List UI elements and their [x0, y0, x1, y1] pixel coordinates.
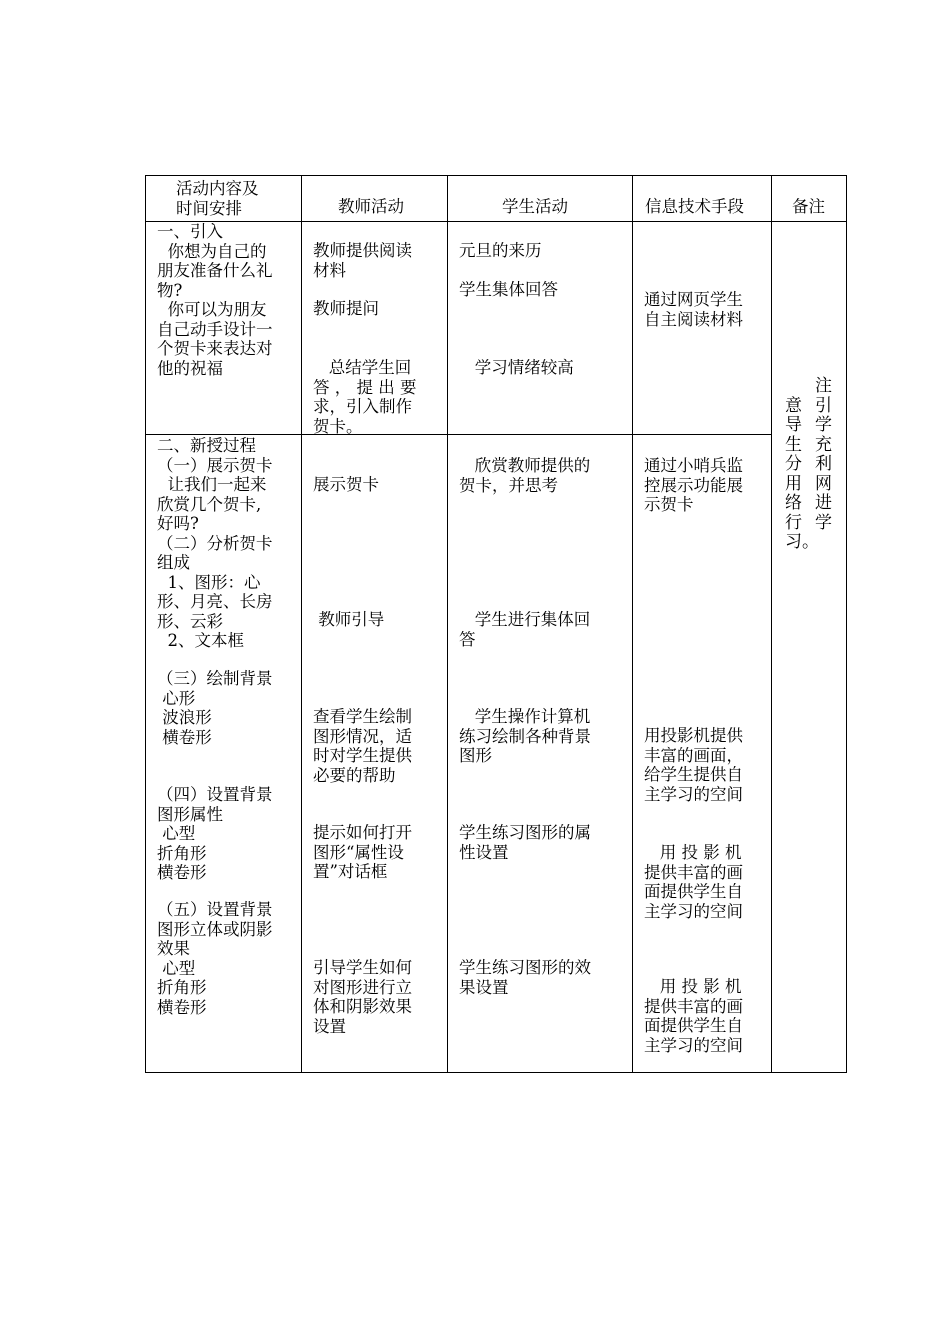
remark-char: 络	[785, 493, 802, 513]
s2-student-e: 学生练习图形的效 果设置	[459, 958, 591, 997]
s2-teacher-d: 提示如何打开 图形“属性设 置”对话框	[313, 823, 412, 881]
remark-char: 充	[815, 434, 832, 455]
s2-teacher-b: 教师引导	[313, 610, 385, 629]
s1-student-c: 学习情绪较高	[459, 358, 574, 377]
s2-teacher-a: 展示贺卡	[313, 475, 379, 494]
s1-teacher-c: 总结学生回 答 ， 提 出 要 求，引入制作 贺卡。	[313, 358, 417, 436]
border-left	[145, 175, 146, 1073]
border-col2	[301, 175, 302, 1073]
border-right	[846, 175, 847, 1073]
s1-teacher-b: 教师提问	[313, 299, 379, 318]
border-col4	[632, 175, 633, 1073]
remark-char: 学	[815, 415, 832, 435]
s2-activity-a: 二、新授过程 （一）展示贺卡 让我们一起来 欣赏几个贺卡, 好吗? （二）分析贺卡 组成 1、图形：心 形、月亮、长房 形、云彩 2、文本框	[157, 436, 273, 650]
s1-activity: 一、引入 你想为自己的 朋友准备什么礼 物? 你可以为朋友 自己动手设计一 个贺卡来表达对 他的祝福	[157, 222, 273, 378]
s2-tech-c: 用 投 影 机 提供丰富的画 面提供学生自 主学习的空间	[644, 843, 743, 921]
s2-student-d: 学生练习图形的属 性设置	[459, 823, 591, 862]
header-student: 学生活动	[502, 197, 568, 216]
s2-teacher-c: 查看学生绘制 图形情况，适 时对学生提供 必要的帮助	[313, 707, 412, 785]
s1-student-a: 元旦的来历	[459, 241, 542, 260]
s1-student-b: 学生集体回答	[459, 280, 558, 299]
s2-student-a: 欣赏教师提供的 贺卡，并思考	[459, 456, 591, 495]
remark-char: 习。	[785, 532, 819, 552]
s2-activity-b: （三）绘制背景 心形 波浪形 横卷形	[157, 669, 273, 747]
remark-char: 行	[785, 512, 802, 533]
remark-char: 注	[815, 376, 832, 396]
s2-activity-c: （四）设置背景 图形属性 心型 折角形 横卷形	[157, 785, 273, 882]
remark-char: 网	[815, 473, 832, 494]
border-bottom	[145, 1072, 847, 1073]
s2-teacher-e: 引导学生如何 对图形进行立 体和阴影效果 设置	[313, 958, 412, 1036]
s2-tech-b: 用投影机提供 丰富的画面， 给学生提供自 主学习的空间	[644, 726, 743, 804]
s2-tech-d: 用 投 影 机 提供丰富的画 面提供学生自 主学习的空间	[644, 977, 743, 1055]
remark-char: 生	[785, 434, 802, 455]
remark-char: 引	[815, 395, 832, 416]
remark-char: 用	[785, 473, 802, 494]
remark-char: 进	[815, 493, 832, 513]
remark-char: 分	[785, 454, 802, 474]
remark-char	[785, 377, 805, 397]
remark-col-b	[815, 377, 835, 533]
s2-tech-a: 通过小哨兵监 控展示功能展 示贺卡	[644, 456, 743, 514]
s2-student-b: 学生进行集体回 答	[459, 610, 591, 649]
s1-teacher-a: 教师提供阅读 材料	[313, 241, 412, 280]
border-section-divider	[145, 434, 772, 435]
remark-char: 利	[815, 454, 832, 474]
header-tech: 信息技术手段	[645, 197, 744, 216]
remark-char: 学	[815, 512, 832, 533]
remark-col-a	[785, 377, 819, 553]
remark-char: 导	[785, 415, 802, 435]
border-col3	[447, 175, 448, 1073]
s1-tech: 通过网页学生 自主阅读材料	[644, 290, 743, 329]
s2-student-c: 学生操作计算机 练习绘制各种背景 图形	[459, 707, 591, 765]
header-teacher: 教师活动	[338, 197, 404, 216]
remark-char: 意	[785, 395, 802, 416]
header-activity: 活动内容及 时间安排	[176, 179, 259, 218]
header-remark: 备注	[792, 197, 825, 216]
border-top	[145, 175, 847, 176]
s2-activity-d: （五）设置背景 图形立体或阴影 效果 心型 折角形 横卷形	[157, 900, 273, 1017]
border-col5	[771, 175, 772, 1073]
